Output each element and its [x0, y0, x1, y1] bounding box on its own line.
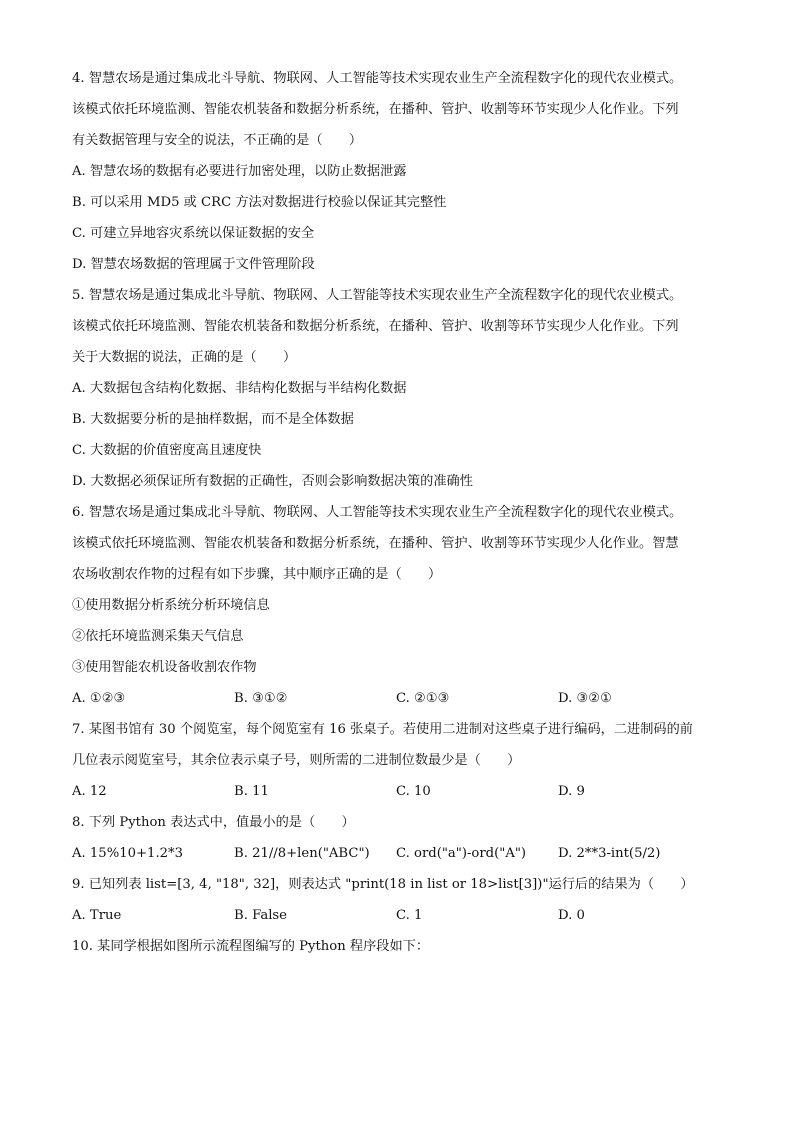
answer-option-d: D. ③②① — [558, 691, 612, 706]
step-item-3: ③使用智能农机设备收割农作物 — [72, 660, 257, 675]
answer-choices-row — [72, 900, 732, 931]
question-stem-line: 6. 智慧农场是通过集成北斗导航、物联网、人工智能等技术实现农业生产全流程数字化的现代农业模式。 — [72, 505, 683, 520]
answer-option-a: A. 大数据包含结构化数据、非结构化数据与半结构化数据 — [72, 381, 407, 396]
question-stem-line: 5. 智慧农场是通过集成北斗导航、物联网、人工智能等技术实现农业生产全流程数字化的现代农业模式。 — [72, 288, 683, 303]
question-10 — [72, 931, 732, 962]
question-stem-line: 该模式依托环境监测、智能农机装备和数据分析系统，在播种、管护、收割等环节实现少人化作业。智慧 — [72, 536, 679, 551]
answer-option-c: C. 大数据的价值密度高且速度快 — [72, 443, 262, 458]
answer-option-d: D. 9 — [558, 784, 585, 799]
answer-choices-row — [72, 838, 732, 869]
answer-option-d: D. 2**3-int(5/2) — [558, 846, 661, 861]
answer-option-b: B. 可以采用 MD5 或 CRC 方法对数据进行校验以保证其完整性 — [72, 195, 447, 210]
question-stem-line: 9. 已知列表 list=[3, 4, "18", 32]，则表达式 "print(18 in list or 18>list[3])"运行后的结果为（ ） — [72, 877, 694, 892]
question-stem-line: 8. 下列 Python 表达式中，值最小的是（ ） — [72, 815, 355, 830]
answer-option-b: B. ③①② — [234, 691, 288, 706]
question-stem-line: 7. 某图书馆有 30 个阅览室，每个阅览室有 16 张桌子。若使用二进制对这些桌子进行编码，二进制码的前 — [72, 722, 693, 737]
answer-option-c: C. 10 — [396, 784, 431, 799]
answer-option-a: A. True — [72, 908, 122, 923]
answer-option-b: B. 大数据要分析的是抽样数据，而不是全体数据 — [72, 412, 354, 427]
answer-option-c: C. ②①③ — [396, 691, 450, 706]
step-item-2: ②依托环境监测采集天气信息 — [72, 629, 244, 644]
question-5 — [72, 280, 732, 497]
answer-option-b: B. False — [234, 908, 287, 923]
answer-choices-row — [72, 776, 732, 807]
answer-option-a: A. ①②③ — [72, 691, 126, 706]
question-stem-line: 4. 智慧农场是通过集成北斗导航、物联网、人工智能等技术实现农业生产全流程数字化的现代农业模式。 — [72, 71, 683, 86]
question-stem-line: 该模式依托环境监测、智能农机装备和数据分析系统，在播种、管护、收割等环节实现少人化作业。下列 — [72, 319, 679, 334]
answer-option-a: A. 12 — [72, 784, 107, 799]
question-6 — [72, 497, 732, 714]
answer-option-c: C. 可建立异地容灾系统以保证数据的安全 — [72, 226, 315, 241]
question-stem-line: 10. 某同学根据如图所示流程图编写的 Python 程序段如下： — [72, 939, 430, 954]
answer-option-c: C. ord("a")-ord("A") — [396, 846, 527, 861]
question-7 — [72, 714, 732, 807]
question-4 — [72, 63, 732, 280]
question-stem-line: 有关数据管理与安全的说法，不正确的是（ ） — [72, 133, 363, 148]
answer-option-d: D. 智慧农场数据的管理属于文件管理阶段 — [72, 257, 315, 272]
answer-option-c: C. 1 — [396, 908, 423, 923]
answer-option-a: A. 智慧农场的数据有必要进行加密处理，以防止数据泄露 — [72, 164, 407, 179]
answer-option-b: B. 21//8+len("ABC") — [234, 846, 370, 861]
answer-option-a: A. 15%10+1.2*3 — [72, 846, 184, 861]
answer-option-d: D. 0 — [558, 908, 585, 923]
question-8 — [72, 807, 732, 869]
answer-option-b: B. 11 — [234, 784, 269, 799]
question-stem-line: 几位表示阅览室号，其余位表示桌子号，则所需的二进制位数最少是（ ） — [72, 753, 521, 768]
question-stem-line: 该模式依托环境监测、智能农机装备和数据分析系统，在播种、管护、收割等环节实现少人化作业。下列 — [72, 102, 679, 117]
exam-page — [72, 63, 732, 962]
question-9 — [72, 869, 732, 931]
answer-choices-row — [72, 683, 732, 714]
question-stem-line: 农场收割农作物的过程有如下步骤，其中顺序正确的是（ ） — [72, 567, 442, 582]
question-stem-line: 关于大数据的说法，正确的是（ ） — [72, 350, 297, 365]
answer-option-d: D. 大数据必须保证所有数据的正确性，否则会影响数据决策的准确性 — [72, 474, 473, 489]
step-item-1: ①使用数据分析系统分析环境信息 — [72, 598, 270, 613]
